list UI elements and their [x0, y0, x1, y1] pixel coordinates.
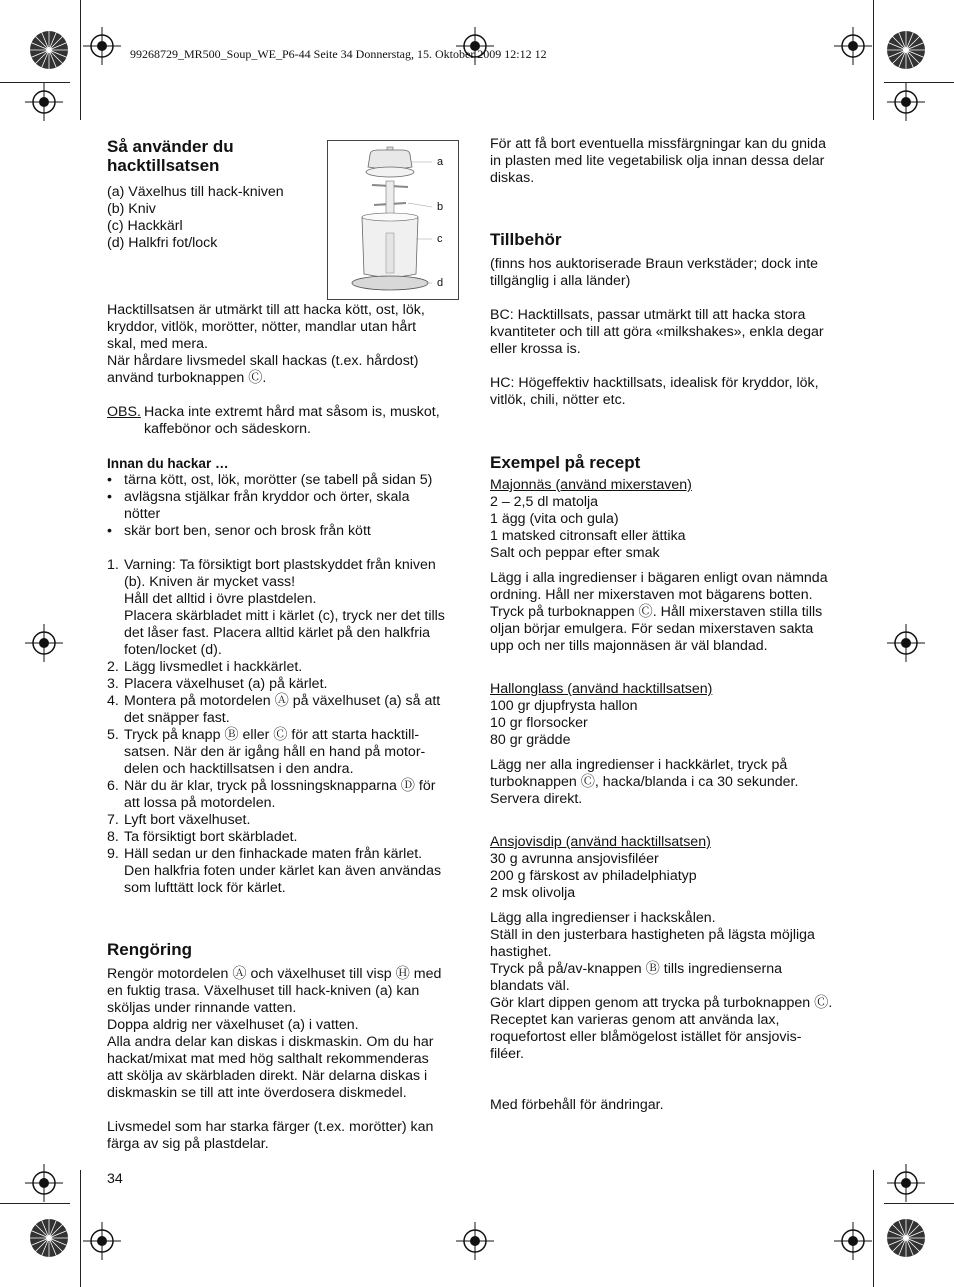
- part-item: (b) Kniv: [107, 201, 156, 217]
- sunburst-mark-icon: [886, 1218, 926, 1258]
- crop-mark: [0, 1203, 70, 1204]
- text-line: eller krossa is.: [490, 341, 581, 357]
- step-item: 4. Montera på motordelen Ⓐ på växelhuset (a) så att det snäpper fast.: [107, 693, 441, 726]
- text-line: använd turboknappen Ⓒ.: [107, 370, 267, 386]
- obs-text: kaffebönor och sädeskorn.: [144, 421, 311, 437]
- right-column: [490, 136, 854, 1114]
- footer-note: Med förbehåll för ändringar.: [490, 1097, 664, 1113]
- text-line: att skölja av skärbladen direkt. När delarna diskas i: [107, 1068, 428, 1084]
- text-line: diskmaskin se till att inte överdosera diskmedel.: [107, 1085, 407, 1101]
- bullet-item: • tärna kött, ost, lök, morötter (se tabell på sidan 5): [107, 472, 433, 488]
- text-line: Tryck på på/av-knappen Ⓑ tills ingredienserna: [490, 961, 783, 977]
- registration-mark-icon: [25, 1164, 63, 1202]
- ingredient: 2 msk olivolja: [490, 885, 576, 901]
- text-line: turboknappen Ⓒ, hacka/blanda i ca 30 sekunder.: [490, 774, 799, 790]
- part-item: (c) Hackkärl: [107, 218, 183, 234]
- text-line: blandats väl.: [490, 978, 570, 994]
- text-line: kryddor, vitlök, morötter, nötter, mandlar utan hårt: [107, 319, 417, 335]
- registration-mark-icon: [834, 27, 872, 65]
- text-line: Ställ in den justerbara hastigheten på lägsta möjliga: [490, 927, 815, 943]
- text-line: hastighet.: [490, 944, 552, 960]
- text-line: Servera direkt.: [490, 791, 583, 807]
- bullet-item: • skär bort ben, senor och brosk från kött: [107, 523, 371, 539]
- page-number: 34: [107, 1171, 123, 1187]
- text-line: Rengör motordelen Ⓐ och växelhuset till visp Ⓗ med: [107, 966, 442, 982]
- part-item: (d) Halkfri fot/lock: [107, 235, 218, 251]
- section-title: hacktillsatsen: [107, 156, 220, 175]
- registration-mark-icon: [83, 1222, 121, 1260]
- registration-mark-icon: [25, 624, 63, 662]
- subheading: Innan du hackar …: [107, 456, 229, 471]
- step-item: 3. Placera växelhuset (a) på kärlet.: [107, 676, 328, 692]
- ingredient: 10 gr florsocker: [490, 715, 588, 731]
- crop-mark: [873, 1170, 874, 1287]
- text-line: diskas.: [490, 170, 535, 186]
- ingredient: 2 – 2,5 dl matolja: [490, 494, 599, 510]
- crop-mark: [884, 1203, 954, 1204]
- text-line: tillgänglig i alla länder): [490, 273, 631, 289]
- figure-label: a: [437, 156, 444, 168]
- ingredient: 1 ägg (vita och gula): [490, 511, 619, 527]
- text-line: HC: Högeffektiv hacktillsats, idealisk för kryddor, lök,: [490, 375, 819, 391]
- text-line: Alla andra delar kan diskas i diskmaskin. Om du har: [107, 1034, 434, 1050]
- section-title: Tillbehör: [490, 230, 562, 249]
- text-line: upp och ner tills majonnäsen är väl blandad.: [490, 638, 768, 654]
- crop-mark: [80, 0, 81, 120]
- bullet-item: • avlägsna stjälkar från kryddor och örter, skala nötter: [107, 489, 410, 522]
- text-line: Lägg alla ingredienser i hackskålen.: [490, 910, 716, 926]
- print-slug: 99268729_MR500_Soup_WE_P6-44 Seite 34 Donnerstag, 15. Oktober 2009 12:12 12: [130, 47, 547, 61]
- crop-mark: [80, 1170, 81, 1287]
- text-line: Lägg ner alla ingredienser i hackkärlet, tryck på: [490, 757, 788, 773]
- text-line: Receptet kan varieras genom att använda lax,: [490, 1012, 780, 1028]
- sunburst-mark-icon: [886, 30, 926, 70]
- registration-mark-icon: [887, 624, 925, 662]
- text-line: skal, med mera.: [107, 336, 208, 352]
- figure-label: b: [437, 201, 444, 213]
- text-line: in plasten med lite vegetabilisk olja innan dessa delar: [490, 153, 825, 169]
- text-line: sköljas under rinnande vatten.: [107, 1000, 297, 1016]
- registration-mark-icon: [456, 1222, 494, 1260]
- text-line: Livsmedel som har starka färger (t.ex. morötter) kan: [107, 1119, 434, 1135]
- text-line: Hacktillsatsen är utmärkt till att hacka kött, ost, lök,: [107, 302, 425, 318]
- obs-text: Hacka inte extremt hård mat såsom is, muskot,: [144, 404, 440, 420]
- section-title: Rengöring: [107, 940, 192, 959]
- part-item: (a) Växelhus till hack-kniven: [107, 184, 284, 200]
- text-line: BC: Hacktillsats, passar utmärkt till att hacka stora: [490, 307, 806, 323]
- step-item: 1. Varning: Ta försiktigt bort plastskyddet från kniven (b). Kniven är mycket vass! Håll det alltid i övre plastdelen. Placera skärbladet mitt i kärlet (c), tryck ner det tills det låser fast. Placera alltid kärlet på den halkfria foten/locket (d).: [107, 557, 445, 658]
- step-item: 2. Lägg livsmedlet i hackkärlet.: [107, 659, 303, 675]
- intro-text: [107, 302, 465, 897]
- sunburst-mark-icon: [29, 1218, 69, 1258]
- section-title: Så använder du: [107, 137, 234, 156]
- registration-mark-icon: [887, 1164, 925, 1202]
- text-line: en fuktig trasa. Växelhuset till hack-kniven (a) kan: [107, 983, 420, 999]
- ingredient: 80 gr grädde: [490, 732, 571, 748]
- ingredient: Salt och peppar efter smak: [490, 545, 660, 561]
- registration-mark-icon: [83, 27, 121, 65]
- step-item: 7. Lyft bort växelhuset.: [107, 812, 251, 828]
- registration-mark-icon: [834, 1222, 872, 1260]
- text-line: Lägg i alla ingredienser i bägaren enligt ovan nämnda: [490, 570, 828, 586]
- registration-mark-icon: [25, 83, 63, 121]
- crop-mark: [873, 0, 874, 120]
- figure-label: c: [437, 233, 443, 245]
- cleaning-section: [107, 940, 465, 1153]
- section-title: Exempel på recept: [490, 453, 641, 472]
- obs-label: OBS.: [107, 404, 141, 420]
- text-line: filéer.: [490, 1046, 524, 1062]
- text-line: vitlök, chili, nötter etc.: [490, 392, 626, 408]
- text-line: Doppa aldrig ner växelhuset (a) i vatten.: [107, 1017, 359, 1033]
- text-line: (finns hos auktoriserade Braun verkstäder; dock inte: [490, 256, 819, 272]
- text-line: färga av sig på plastdelar.: [107, 1136, 269, 1152]
- ingredient: 200 g färskost av philadelphiatyp: [490, 868, 697, 884]
- ingredient: 30 g avrunna ansjovisfiléer: [490, 851, 659, 867]
- registration-mark-icon: [887, 83, 925, 121]
- ingredient: 1 matsked citronsaft eller ättika: [490, 528, 686, 544]
- recipe-title: Ansjovisdip (använd hacktillsatsen): [490, 834, 711, 850]
- recipe-title: Hallonglass (använd hacktillsatsen): [490, 681, 713, 697]
- text-line: ordning. Håll ner mixerstaven mot bägarens botten.: [490, 587, 813, 603]
- obs-note: [107, 404, 465, 421]
- text-line: oljan börjar emulgera. För sedan mixerstaven sakta: [490, 621, 814, 637]
- step-item: 9. Häll sedan ur den finhackade maten från kärlet. Den halkfria foten under kärlet kan även användas som lufttätt lock för kärlet.: [107, 846, 442, 896]
- figure-label: d: [437, 277, 444, 289]
- step-item: 6. När du är klar, tryck på lossningsknapparna Ⓓ för att lossa på motordelen.: [107, 778, 436, 811]
- step-item: 8. Ta försiktigt bort skärbladet.: [107, 829, 298, 845]
- recipe-title: Majonnäs (använd mixerstaven): [490, 477, 692, 493]
- text-line: För att få bort eventuella missfärgningar kan du gnida: [490, 136, 826, 152]
- ingredient: 100 gr djupfrysta hallon: [490, 698, 638, 714]
- text-line: När hårdare livsmedel skall hackas (t.ex. hårdost): [107, 353, 419, 369]
- sunburst-mark-icon: [29, 30, 69, 70]
- text-line: roquefortost eller blåmögelost istället för ansjovis-: [490, 1029, 802, 1045]
- chopper-illustration: [327, 140, 459, 300]
- text-line: hackat/mixat mat med hög salthalt rekommenderas: [107, 1051, 429, 1067]
- text-line: Tryck på turboknappen Ⓒ. Håll mixerstaven stilla tills: [490, 604, 823, 620]
- text-line: kvantiteter och till att göra «milkshakes», enkla degar: [490, 324, 824, 340]
- text-line: Gör klart dippen genom att trycka på turboknappen Ⓒ.: [490, 995, 833, 1011]
- step-item: 5. Tryck på knapp Ⓑ eller Ⓒ för att starta hacktill- satsen. När den är igång håll en hand på motor- delen och hacktillsatsen i den andra.: [107, 727, 426, 777]
